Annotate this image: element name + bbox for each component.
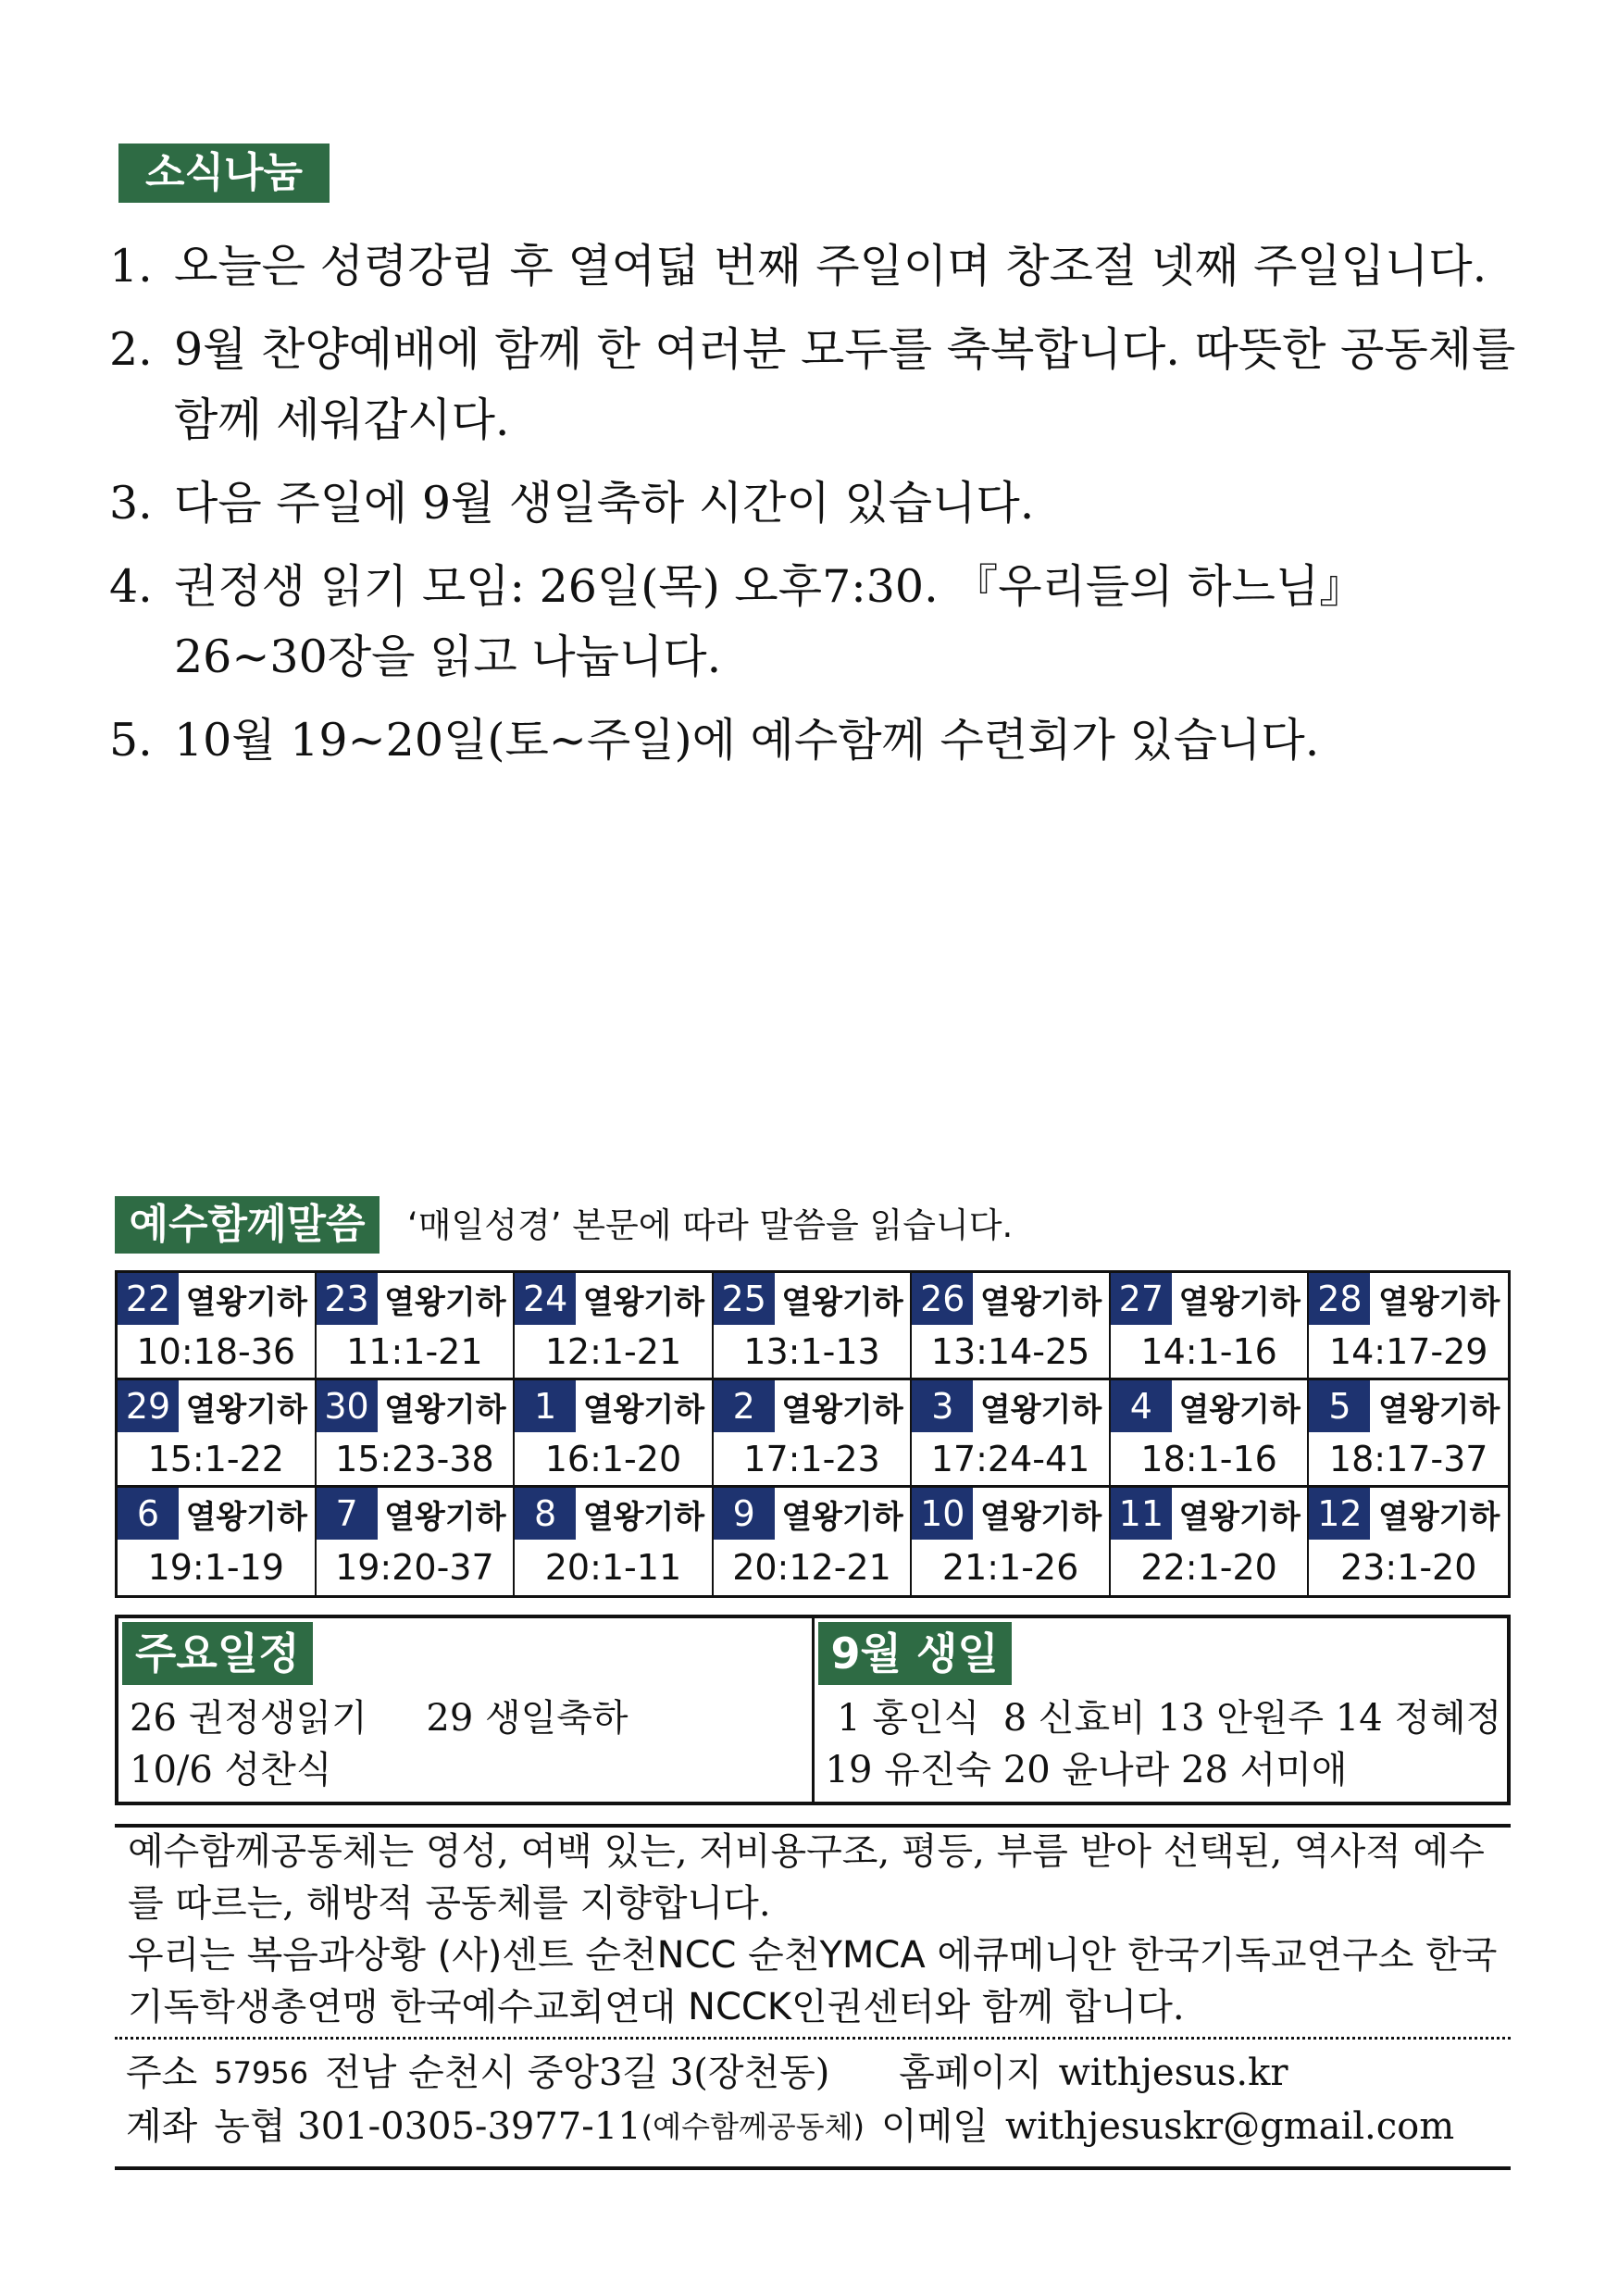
- reading-verse: 15:1-22: [147, 1438, 284, 1479]
- reading-book: 열왕기하: [582, 1498, 705, 1536]
- reading-verse: 18:17-37: [1328, 1438, 1488, 1479]
- news-item: [109, 315, 1516, 455]
- reading-cell: [912, 1488, 1111, 1595]
- news-item-text: 다음 주일에 9월 생일축하 시간이 있습니다.: [174, 477, 1035, 530]
- schedule-title: 주요일정: [122, 1622, 313, 1685]
- reading-cell: [515, 1273, 714, 1380]
- reading-day: 26: [912, 1273, 973, 1325]
- reading-cell: [118, 1380, 317, 1488]
- reading-verse: 23:1-20: [1340, 1547, 1477, 1588]
- reading-cell-header: [515, 1380, 712, 1432]
- reading-day: 22: [118, 1273, 179, 1325]
- reading-book: 열왕기하: [1178, 1283, 1301, 1321]
- reading-cell-header: [714, 1380, 911, 1432]
- reading-cell: [1309, 1488, 1508, 1595]
- reading-day: 9: [714, 1488, 775, 1540]
- bible-reading-table: [115, 1270, 1511, 1598]
- reading-cell: [912, 1380, 1111, 1488]
- reading-day: 11: [1111, 1488, 1172, 1540]
- reading-day: 23: [317, 1273, 378, 1325]
- footer-row: [126, 2100, 1514, 2153]
- homepage-label: 홈페이지: [899, 2052, 1042, 2094]
- reading-verse: 17:24-41: [930, 1438, 1090, 1479]
- reading-verse: 17:1-23: [743, 1438, 880, 1479]
- reading-verse: 14:1-16: [1140, 1330, 1277, 1372]
- reading-book: 열왕기하: [1378, 1391, 1500, 1429]
- reading-cell: [1111, 1380, 1310, 1488]
- zip-code: 57956: [214, 2055, 309, 2090]
- reading-book: 열왕기하: [1378, 1283, 1500, 1321]
- reading-cell-header: [1309, 1273, 1508, 1325]
- partners-intro: 우리는: [128, 1934, 247, 1977]
- reading-book: 열왕기하: [582, 1391, 705, 1429]
- reading-cell: [714, 1488, 913, 1595]
- news-item: [109, 552, 1516, 693]
- reading-day: 24: [515, 1273, 576, 1325]
- reading-book: 열왕기하: [384, 1498, 506, 1536]
- news-item-number: 3.: [109, 477, 153, 530]
- partners-outro: 와 함께 합니다.: [934, 1986, 1185, 2028]
- schedule-line: 10/6 성찬식: [130, 1749, 332, 1791]
- reading-day: 30: [317, 1380, 378, 1432]
- reading-verse: 21:1-26: [941, 1547, 1079, 1588]
- news-item: [109, 468, 1516, 539]
- reading-book: 열왕기하: [384, 1283, 506, 1321]
- reading-cell: [317, 1380, 516, 1488]
- reading-day: 29: [118, 1380, 179, 1432]
- reading-day: 4: [1111, 1380, 1172, 1432]
- news-item-text: 10월 19~20일(토~주일)에 예수함께 수련회가 있습니다.: [174, 714, 1320, 767]
- homepage-link[interactable]: withjesus.kr: [1058, 2052, 1288, 2094]
- vision-statement: 예수함께공동체는 영성, 여백 있는, 저비용구조, 평등, 부름 받아 선택된, 역사적 예수를 따르는, 해방적 공동체를 지향합니다.: [128, 1830, 1485, 1925]
- address-text: 전남 순천시 중앙3길 3(장천동): [325, 2052, 830, 2094]
- reading-cell: [714, 1273, 913, 1380]
- reading-book: 열왕기하: [185, 1283, 307, 1321]
- reading-book: 열왕기하: [582, 1283, 705, 1321]
- reading-verse: 11:1-21: [346, 1330, 483, 1372]
- reading-day: 2: [714, 1380, 775, 1432]
- reading-cell-header: [912, 1273, 1109, 1325]
- reading-book: 열왕기하: [185, 1498, 307, 1536]
- reading-verse: 19:1-19: [147, 1547, 284, 1588]
- reading-day: 3: [912, 1380, 973, 1432]
- birthday-box: [815, 1618, 1508, 1802]
- reading-verse: 14:17-29: [1328, 1330, 1488, 1372]
- reading-book: 열왕기하: [1378, 1498, 1500, 1536]
- news-item: [109, 705, 1516, 776]
- schedule-line: 26 권정생읽기 29 생일축하: [130, 1697, 629, 1740]
- birthday-line: 19 유진숙 20 윤나라 28 서미애: [825, 1749, 1348, 1791]
- reading-cell: [118, 1273, 317, 1380]
- news-section-title: 소식나눔: [118, 144, 330, 203]
- reading-cell: [317, 1488, 516, 1595]
- reading-verse: 15:23-38: [335, 1438, 494, 1479]
- birthday-line: 1 홍인식 8 신효비 13 안원주 14 정혜정: [825, 1697, 1502, 1740]
- birthday-title: 9월 생일: [818, 1622, 1012, 1685]
- reading-book: 열왕기하: [781, 1391, 903, 1429]
- reading-cell-header: [912, 1488, 1109, 1540]
- birthday-text: [826, 1692, 1502, 1796]
- reading-cell: [515, 1488, 714, 1595]
- address-label: 주소: [126, 2052, 198, 2094]
- reading-book: 열왕기하: [781, 1283, 903, 1321]
- reading-verse: 18:1-16: [1140, 1438, 1277, 1479]
- reading-verse: 12:1-21: [544, 1330, 682, 1372]
- reading-book: 열왕기하: [1178, 1391, 1301, 1429]
- reading-day: 10: [912, 1488, 973, 1540]
- reading-day: 1: [515, 1380, 576, 1432]
- reading-verse: 19:20-37: [335, 1547, 494, 1588]
- news-list: [109, 231, 1516, 789]
- reading-cell-header: [1111, 1273, 1308, 1325]
- reading-book: 열왕기하: [781, 1498, 903, 1536]
- reading-cell-header: [118, 1380, 315, 1432]
- reading-book: 열왕기하: [979, 1391, 1102, 1429]
- news-item-number: 4.: [109, 560, 153, 613]
- reading-cell: [1309, 1273, 1508, 1380]
- reading-cell-header: [714, 1488, 911, 1540]
- word-section-description: ‘매일성경’ 본문에 따라 말씀을 읽습니다.: [407, 1205, 1014, 1245]
- news-item-text: 권정생 읽기 모임: 26일(목) 오후7:30. 『우리들의 하느님』26~30장을 읽고 나눕니다.: [174, 560, 1365, 683]
- account-label: 계좌: [126, 2105, 198, 2148]
- reading-book: 열왕기하: [384, 1391, 506, 1429]
- reading-verse: 16:1-20: [544, 1438, 682, 1479]
- reading-cell-header: [912, 1380, 1109, 1432]
- word-section-title: 예수함께말씀: [115, 1196, 380, 1254]
- reading-day: 28: [1309, 1273, 1370, 1325]
- reading-verse: 10:18-36: [136, 1330, 296, 1372]
- reading-verse: 20:12-21: [732, 1547, 891, 1588]
- reading-cell: [118, 1488, 317, 1595]
- reading-day: 27: [1111, 1273, 1172, 1325]
- schedule-text: [130, 1692, 629, 1796]
- reading-cell: [714, 1380, 913, 1488]
- reading-verse: 22:1-20: [1140, 1547, 1277, 1588]
- reading-verse: 20:1-11: [544, 1547, 682, 1588]
- reading-book: 열왕기하: [979, 1498, 1102, 1536]
- schedule-box: [118, 1618, 815, 1802]
- reading-cell-header: [515, 1273, 712, 1325]
- reading-day: 5: [1309, 1380, 1370, 1432]
- reading-cell: [1309, 1380, 1508, 1488]
- footer-row: [126, 2046, 1514, 2100]
- dotted-divider: [115, 2037, 1511, 2040]
- account-number: 농협 301-0305-3977-11: [214, 2105, 641, 2148]
- bottom-divider: [115, 2166, 1511, 2170]
- contact-footer: [126, 2046, 1514, 2153]
- reading-verse: 13:14-25: [930, 1330, 1090, 1372]
- reading-cell-header: [515, 1488, 712, 1540]
- reading-cell-header: [317, 1488, 514, 1540]
- reading-cell-header: [317, 1273, 514, 1325]
- reading-cell-header: [1111, 1488, 1308, 1540]
- news-item-number: 2.: [109, 323, 153, 376]
- reading-book: 열왕기하: [185, 1391, 307, 1429]
- reading-day: 12: [1309, 1488, 1370, 1540]
- account-holder: (예수함께공동체): [641, 2109, 865, 2144]
- reading-cell-header: [317, 1380, 514, 1432]
- reading-cell-header: [1309, 1488, 1508, 1540]
- reading-day: 6: [118, 1488, 179, 1540]
- reading-day: 8: [515, 1488, 576, 1540]
- email-link[interactable]: withjesuskr@gmail.com: [1004, 2105, 1455, 2148]
- reading-cell: [317, 1273, 516, 1380]
- news-item-number: 1.: [109, 240, 153, 293]
- reading-book: 열왕기하: [979, 1283, 1102, 1321]
- news-item-text: 오늘은 성령강림 후 열여덟 번째 주일이며 창조절 넷째 주일입니다.: [174, 240, 1487, 293]
- reading-cell-header: [118, 1488, 315, 1540]
- reading-book: 열왕기하: [1178, 1498, 1301, 1536]
- email-label: 이메일: [881, 2105, 989, 2148]
- reading-cell: [515, 1380, 714, 1488]
- news-item-text: 9월 찬양예배에 함께 한 여러분 모두를 축복합니다. 따뜻한 공동체를 함께 세워갑시다.: [174, 323, 1516, 446]
- reading-cell: [1111, 1273, 1310, 1380]
- news-item: [109, 231, 1516, 302]
- community-vision: [128, 1826, 1507, 2033]
- reading-cell-header: [714, 1273, 911, 1325]
- reading-verse: 13:1-13: [743, 1330, 880, 1372]
- reading-cell-header: [1111, 1380, 1308, 1432]
- reading-day: 25: [714, 1273, 775, 1325]
- reading-day: 7: [317, 1488, 378, 1540]
- schedule-birthday-boxes: [115, 1615, 1511, 1805]
- reading-cell-header: [118, 1273, 315, 1325]
- reading-cell: [912, 1273, 1111, 1380]
- partners-statement: [128, 1929, 1507, 2033]
- reading-cell: [1111, 1488, 1310, 1595]
- partners-list: 복음과상황 (사)센트 순천NCC 순천YMCA 에큐메니안 한국기독교연구소 한국기독학생총연맹 한국예수교회연대 NCCK인권센터: [128, 1934, 1498, 2028]
- reading-cell-header: [1309, 1380, 1508, 1432]
- news-item-number: 5.: [109, 714, 153, 767]
